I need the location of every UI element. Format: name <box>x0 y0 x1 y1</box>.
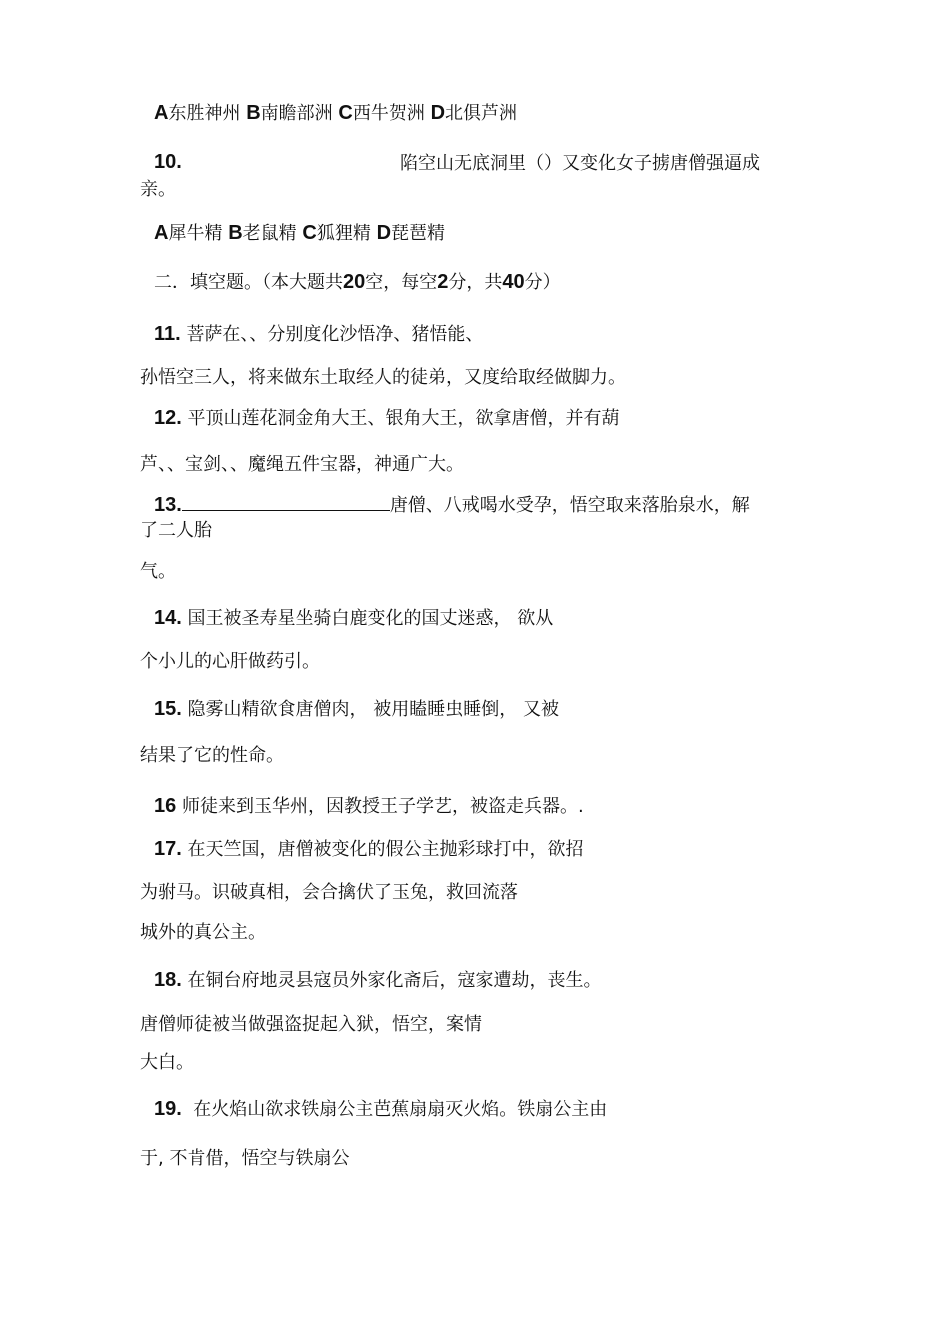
heading-number: 20 <box>343 271 366 293</box>
question-number: 14. <box>154 607 182 629</box>
heading-text: 二．填空题。（本大题共 <box>154 272 343 293</box>
question-12-cont: 芦、、宝剑、、魔绳五件宝器，神通广大。 <box>140 454 464 475</box>
option-label: A <box>154 102 169 124</box>
heading-number: 40 <box>502 271 525 293</box>
question-18 <box>154 968 602 993</box>
option-text: 琵琶精 <box>391 223 446 244</box>
option-label: C <box>302 222 317 244</box>
question-13-cont: 了二人胎 <box>140 520 212 541</box>
q9-options <box>154 101 517 126</box>
question-number: 12. <box>154 407 182 429</box>
option-label: B <box>246 102 261 124</box>
question-17-cont: 为驸马。识破真相，会合擒伏了玉兔，救回流落 <box>140 882 518 903</box>
option-label: D <box>376 222 392 244</box>
option-label: B <box>228 222 243 244</box>
heading-text: 空，每空 <box>365 272 438 293</box>
question-14-cont: 个小儿的心肝做药引。 <box>140 651 320 672</box>
option-label: D <box>430 102 446 124</box>
question-15-cont: 结果了它的性命。 <box>140 745 284 766</box>
question-10-text-cont: 亲。 <box>140 179 176 200</box>
question-19 <box>154 1097 607 1122</box>
section-heading <box>154 270 561 295</box>
question-text: 平顶山莲花洞金角大王、银角大王，欲拿唐僧，并有葫 <box>187 408 620 429</box>
question-number: 17. <box>154 838 182 860</box>
question-number: 18. <box>154 969 182 991</box>
question-number: 11. <box>154 323 181 345</box>
question-text: 师徒来到玉华州，因教授王子学艺，被盗走兵器。. <box>181 796 584 817</box>
heading-text: 分，共 <box>448 272 503 293</box>
question-15 <box>154 697 559 722</box>
question-10-text: 陷空山无底洞里（）又变化女子掳唐僧强逼成 <box>400 153 760 174</box>
question-16 <box>154 794 584 819</box>
answer-blank[interactable] <box>182 492 390 511</box>
option-text: 狐狸精 <box>316 223 371 244</box>
question-text: 唐僧、八戒喝水受孕，悟空取来落胎泉水，解 <box>389 495 750 516</box>
question-13-cont-2: 气。 <box>140 561 176 582</box>
question-10-number <box>154 150 182 175</box>
question-text: 隐雾山精欲食唐僧肉， 被用瞌睡虫睡倒， 又被 <box>187 699 559 720</box>
question-number: 15. <box>154 698 182 720</box>
question-text: 在铜台府地灵县寇员外家化斋后，寇家遭劫，丧生。 <box>187 970 602 991</box>
heading-number: 2 <box>437 271 449 293</box>
question-text: 在天竺国，唐僧被变化的假公主抛彩球打中，欲招 <box>187 839 584 860</box>
question-17-cont-2: 城外的真公主。 <box>140 922 266 943</box>
question-number: 19. <box>154 1098 182 1120</box>
heading-text: 分） <box>524 272 561 293</box>
option-text: 南瞻部洲 <box>260 103 333 124</box>
question-13 <box>154 492 750 518</box>
question-text: 菩萨在、、分别度化沙悟净、猪悟能、 <box>186 324 484 345</box>
question-number: 13. <box>154 494 182 516</box>
option-label: C <box>338 102 353 124</box>
option-text: 东胜神州 <box>168 103 241 124</box>
question-12 <box>154 406 620 431</box>
option-text: 北俱芦洲 <box>445 103 518 124</box>
question-text: 国王被圣寿星坐骑白鹿变化的国丈迷惑， 欲从 <box>187 608 554 629</box>
question-18-cont-2: 大白。 <box>140 1052 194 1073</box>
q10-options <box>154 221 445 246</box>
question-19-cont: 于, 不肯借，悟空与铁扇公 <box>140 1148 350 1169</box>
option-label: A <box>154 222 169 244</box>
question-number: 10. <box>154 151 182 173</box>
question-18-cont: 唐僧师徒被当做强盗捉起入狱，悟空，案情 <box>140 1014 482 1035</box>
question-11 <box>154 322 483 347</box>
option-text: 犀牛精 <box>168 223 223 244</box>
option-text: 老鼠精 <box>242 223 297 244</box>
question-number: 16 <box>154 795 177 817</box>
question-text: 在火焰山欲求铁扇公主芭蕉扇扇灭火焰。铁扇公主由 <box>193 1099 608 1120</box>
question-17 <box>154 837 584 862</box>
question-14 <box>154 606 553 631</box>
option-text: 西牛贺洲 <box>352 103 425 124</box>
question-11-cont: 孙悟空三人，将来做东土取经人的徒弟，又度给取经做脚力。 <box>140 367 626 388</box>
